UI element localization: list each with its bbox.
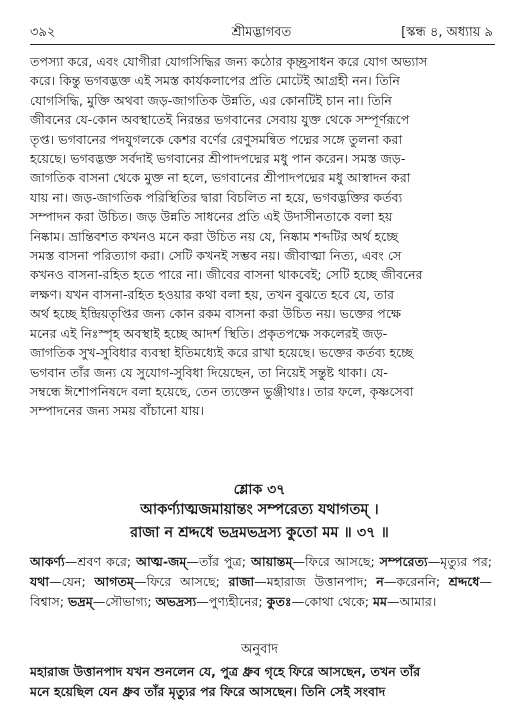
page-number: ৩৯২ [30,25,56,40]
synonyms-paragraph: আকর্ণ্য—শ্রবণ করে; আত্ম-জম্—তাঁর পুত্র; আয়ান্তম্—ফিরে আসছে; সম্পরেত্য—মৃত্যুর পর; যথা—যেন; আগতম্—ফিরে আসছে; রাজা—মহারাজ উত্তানপাদ; ন—করেননি; শ্রদ্দধে—বিশ্বাস; ভদ্রম্—সৌভাগ্য; অভদ্রস্য—পুণ্যহীনের; কুতঃ—কোথা থেকে; মম—আমার। [30,554,492,609]
synonym-meaning: বিশ্বাস; [30,594,65,609]
verse-line-1: আকর্ণ্যাত্মজমায়ান্তং সম্পরেত্য যথাগতম্ । [140,502,379,518]
verse-heading: শ্লোক ৩৭ [233,482,286,498]
purport-text [30,52,492,421]
translation-line: মনে হয়েছিল যেন ধ্রুব তাঁর মৃত্যুর পর ফিরে আসছেন। তিনি সেই সংবাদ [30,684,386,699]
purport-line: সম্পাদন করা উচিত। জড় উন্নতি সাধনের প্রতি এই উদাসীনতাকে বলা হয় [30,209,393,225]
synonym-meaning: শ্রবণ করে; [77,554,132,569]
purport-line: জীবনের যে-কোন অবস্থাতেই নিরন্তর ভগবানের সেবায় যুক্ত থেকে সম্পূর্ণরূপে [30,112,410,128]
synonym-word: অভদ্রস্য [155,594,197,609]
synonym-meaning: ফিরে আসছে; [305,554,375,569]
purport-line: অর্থ হচ্ছে ইন্দ্রিয়তৃপ্তির জন্য কোন রকম বাসনা করা উচিত নয়। ভক্তের পক্ষে [30,306,402,322]
synonym-meaning: পুণ্যহীনের; [208,594,263,609]
synonym-meaning: মহারাজ উত্তানপাদ; [266,574,368,589]
synonym-word: আকর্ণ্য [30,554,65,569]
purport-line: কখনও বাসনা-রহিত হতে পারে না। জীবের বাসনা থাকবেই; সেটি হচ্ছে জীবনের [30,267,423,283]
translation-heading: অনুবাদ [241,642,278,657]
purport-line: হয়েছে। ভগবদ্ভক্ত সর্বদাই ভগবানের শ্রীপাদপদ্মের মধু পান করেন। সমস্ত জড়- [30,151,406,167]
purport-line: নিষ্কাম। ভ্রান্তিবশত কখনও মনে করা উচিত নয় যে, নিষ্কাম শব্দটির অর্থ হচ্ছে [30,228,399,244]
synonym-meaning: করেননি; [396,574,441,589]
chapter-reference: [স্কন্ধ ৪, অধ্যায় ৯ [401,25,493,40]
purport-line: লক্ষণ। যখন বাসনা-রহিত হওয়ার কথা বলা হয়, তখন বুঝতে হবে যে, তার [30,286,395,302]
purport-line: জাগতিক বাসনা থেকে মুক্ত না হলে, ভগবানের শ্রীপাদপদ্মের মধু আস্বাদন করা [30,170,411,186]
translation-text [30,662,492,702]
purport-line: মনের এই নিঃস্পৃহ অবস্থাই হচ্ছে আদর্শ স্থিতি। প্রকৃতপক্ষে সকলেরই জড়- [30,325,388,341]
verse-line-2: রাজা ন শ্রদ্দধে ভদ্রমভদ্রস্য কুতো মম ॥ ৩৭ ॥ [130,525,389,541]
purport-line: ভগবান তাঁর জন্য যে সুযোগ-সুবিধা দিয়েছেন, তা নিয়েই সন্তুষ্ট থাকা। যে- [30,364,388,380]
purport-line: তপস্যা করে, এবং যোগীরা যোগসিদ্ধির জন্য কঠোর কৃচ্ছ্রসাধন করে যোগ অভ্যাস [30,54,428,69]
synonyms-section [30,552,492,612]
synonym-meaning: আমার। [399,594,437,609]
synonym-word: ন [376,574,384,589]
synonym-meaning: তাঁর পুত্র; [199,554,247,569]
page-header [30,23,493,41]
purport-line: সম্বন্ধে ঈশোপনিষদে বলা হয়েছে, তেন ত্যক্তেন ভুঞ্জীথাঃ। তার ফলে, কৃষ্ণসেবা [30,383,414,399]
synonym-meaning: যেন; [61,574,86,589]
book-title: শ্রীমদ্ভাগবত [231,25,292,40]
synonym-meaning: কোথা থেকে; [304,594,370,609]
synonym-word: শ্রদ্দধে [448,574,480,589]
purport-line: করে। কিন্তু ভগবদ্ভক্ত এই সমস্ত কার্যকলাপের প্রতি মোটেই আগ্রহী নন। তিনি [30,73,400,89]
synonym-word: আয়ান্তম্ [251,554,293,569]
synonym-meaning: সৌভাগ্য; [105,594,152,609]
synonym-meaning: ফিরে আসছে; [146,574,220,589]
synonym-word: রাজা [228,574,255,589]
purport-line: জাগতিক সুখ-সুবিধার ব্যবস্থা ইতিমধ্যেই করে রাখা হয়েছে। ভক্তের কর্তব্য হচ্ছে [30,345,414,361]
synonym-word: মম [373,594,388,609]
purport-line: যোগসিদ্ধি, মুক্তি অথবা জড়-জাগতিক উন্নতি, এর কোনটিই চান না। তিনি [30,92,392,108]
synonym-word: আত্ম-জম্ [136,554,187,569]
synonym-word: ভদ্রম্ [68,594,93,609]
synonym-word: সম্পরেত্য [379,554,428,569]
translation-line: মহারাজ উত্তানপাদ যখন শুনলেন যে, পুত্র ধ্রুব গৃহে ফিরে আসছেন, তখন তাঁর [30,664,421,679]
synonym-word: আগতম্ [94,574,134,589]
synonym-meaning: মৃত্যুর পর; [440,554,492,569]
purport-line: যায় না। জড়-জাগতিক পরিস্থিতির দ্বারা বিচলিত না হয়ে, ভগবদ্ভক্তির কর্তব্য [30,189,403,205]
header-rule [30,44,495,45]
purport-line: সম্পাদনের জন্য সময় বাঁচানো যায়। [30,403,205,419]
synonym-word: যথা [30,574,50,589]
purport-line: সমস্ত বাসনা পরিত্যাগ করা। সেটি কখনই সম্ভব নয়। জীবাত্মা নিত্য, এবং সে [30,248,402,264]
purport-line: তৃপ্ত। ভগবানের পদযুগলকে কেশর বর্ণের রেণুসমন্বিত পদ্মের সঙ্গে তুলনা করা [30,131,403,147]
synonym-word: কুতঃ [266,594,292,609]
